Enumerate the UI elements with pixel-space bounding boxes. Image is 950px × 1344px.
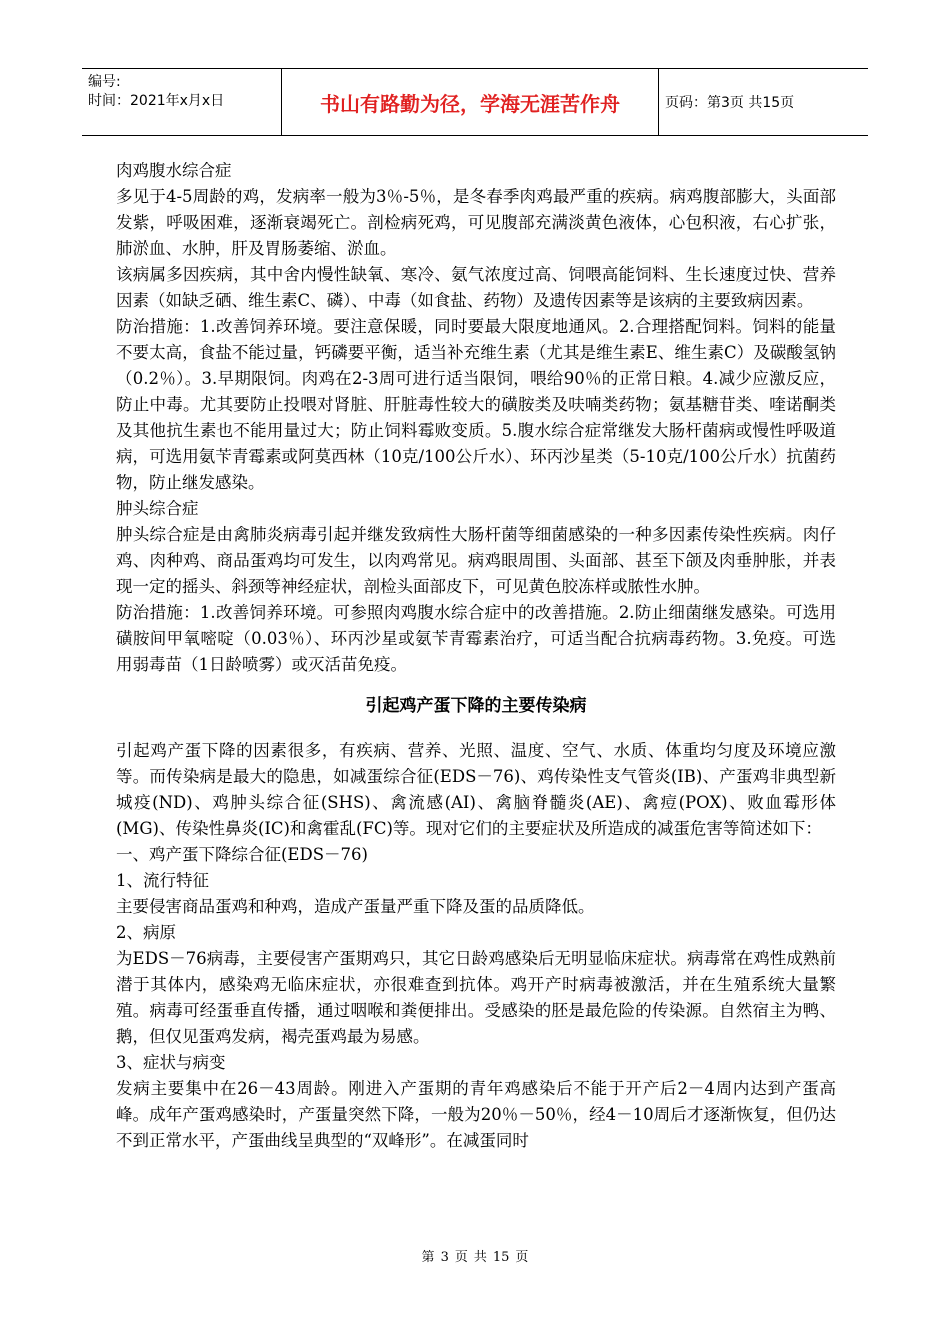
- paragraph: 1、流行特征: [116, 871, 209, 890]
- footer-total-num: 15: [492, 1250, 510, 1265]
- paragraph: 2、病原: [116, 923, 176, 942]
- paragraph: 该病属多因疾病，其中舍内慢性缺氧、寒冷、氨气浓度过高、饲喂高能饲料、生长速度过快、营养因素（如缺乏硒、维生素C、磷）、中毒（如食盐、药物）及遗传因素等是该病的主要致病因素。: [116, 265, 836, 310]
- paragraph: 主要侵害商品蛋鸡和种鸡，造成产蛋量严重下降及蛋的品质降低。: [116, 897, 595, 916]
- paragraph: 发病主要集中在26－43周龄。刚进入产蛋期的青年鸡感染后不能于开产后2－4周内达到产蛋高峰。成年产蛋鸡感染时，产蛋量突然下降，一般为20％－50％，经4－10周后才逐渐恢复，但仍达不到正常水平，产蛋曲线呈典型的“双峰形”。在减蛋同时: [116, 1079, 836, 1150]
- paragraph: 肉鸡腹水综合症: [116, 161, 232, 180]
- paragraph: 引起鸡产蛋下降的因素很多，有疾病、营养、光照、温度、空气、水质、体重均匀度及环境应激等。而传染病是最大的隐患，如减蛋综合征(EDS－76)、鸡传染性支气管炎(IB)、产蛋鸡非典型新城疫(ND)、鸡肿头综合征(SHS)、禽流感(AI)、禽脑脊髓炎(AE)、禽痘(POX)、败血霉形体(MG)、传染性鼻炎(IC)和禽霍乱(FC)等。现对它们的主要症状及所造成的减蛋危害等简述如下：: [116, 741, 836, 838]
- paragraph: 一、鸡产蛋下降综合征(EDS－76): [116, 845, 368, 864]
- footer-page-word: 第: [421, 1250, 435, 1265]
- footer-page-num: 3: [440, 1250, 449, 1265]
- footer-total-unit: 页: [515, 1250, 529, 1265]
- header-meta: [82, 69, 282, 135]
- section-title: 引起鸡产蛋下降的主要传染病: [365, 696, 587, 716]
- paragraph: 防治措施：1.改善饲养环境。要注意保暖，同时要最大限度地通风。2.合理搭配饲料。饲料的能量不要太高，食盐不能过量，钙磷要平衡，适当补充维生素（尤其是维生素E、维生素C）及碳酸氢钠（0.2％）。3.早期限饲。肉鸡在2-3周可进行适当限饲，喂给90％的正常日粮。4.减少应激反应，防止中毒。尤其要防止投喂对肾脏、肝脏毒性较大的磺胺类及呋喃类药物；氨基糖苷类、喹诺酮类及其他抗生素也不能用量过大；防止饲料霉败变质。5.腹水综合症常继发大肠杆菌病或慢性呼吸道病，可选用氨苄青霉素或阿莫西林（10克/100公斤水）、环丙沙星类（5-10克/100公斤水）抗菌药物，防止继发感染。: [116, 317, 836, 492]
- page-footer: [0, 1246, 950, 1265]
- paragraph: 多见于4-5周龄的鸡，发病率一般为3％-5％，是冬春季肉鸡最严重的疾病。病鸡腹部膨大，头面部发紫，呼吸困难，逐渐衰竭死亡。剖检病死鸡，可见腹部充满淡黄色液体，心包积液，右心扩张，肺淤血、水肿，肝及胃肠萎缩、淤血。: [116, 187, 836, 258]
- header-page-info: 页码：第3页 共15页: [665, 95, 795, 111]
- header-code-label: 编号:: [88, 74, 121, 90]
- header-motto: 书山有路勤为径，学海无涯苦作舟: [282, 69, 659, 135]
- document-body: [116, 158, 836, 1154]
- paragraph: 防治措施：1.改善饲养环境。可参照肉鸡腹水综合症中的改善措施。2.防止细菌继发感染。可选用磺胺间甲氧嘧啶（0.03％）、环丙沙星或氨苄青霉素治疗，可适当配合抗病毒药物。3.免疫。可选用弱毒苗（1日龄喷雾）或灭活苗免疫。: [116, 603, 836, 674]
- page-header: [82, 68, 868, 136]
- footer-page-unit: 页: [454, 1250, 468, 1265]
- header-time-label: 时间：2021年x月x日: [88, 93, 225, 109]
- paragraph: 3、症状与病变: [116, 1053, 226, 1072]
- paragraph: 肿头综合症是由禽肺炎病毒引起并继发致病性大肠杆菌等细菌感染的一种多因素传染性疾病。肉仔鸡、肉种鸡、商品蛋鸡均可发生，以肉鸡常见。病鸡眼周围、头面部、甚至下颌及肉垂肿胀，并表现一定的摇头、斜颈等神经症状，剖检头面部皮下，可见黄色胶冻样或脓性水肿。: [116, 525, 836, 596]
- footer-total-word: 共: [473, 1250, 487, 1265]
- paragraph: 为EDS－76病毒，主要侵害产蛋期鸡只，其它日龄鸡感染后无明显临床症状。病毒常在鸡性成熟前潜于其体内，感染鸡无临床症状，亦很难查到抗体。鸡开产时病毒被激活，并在生殖系统大量繁殖。病毒可经蛋垂直传播，通过咽喉和粪便排出。受感染的胚是最危险的传染源。自然宿主为鸭、鹅，但仅见蛋鸡发病，褐壳蛋鸡最为易感。: [116, 949, 836, 1046]
- paragraph: 肿头综合症: [116, 499, 199, 518]
